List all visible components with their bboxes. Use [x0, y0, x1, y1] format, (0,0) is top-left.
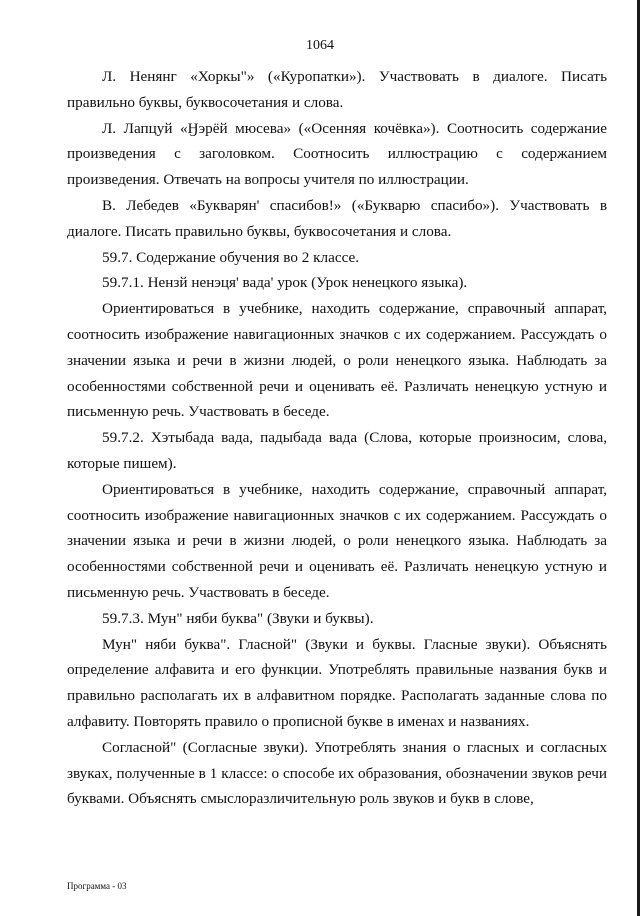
- document-body: [67, 64, 607, 812]
- subsection-heading: 59.7.3. Мун" няби буква" (Звуки и буквы).: [102, 609, 374, 627]
- paragraph: В. Лебедев «Букварян' спасибов!» («Букварю спасибо»). Участвовать в диалоге. Писать правильно буквы, буквосочетания и слова.: [67, 196, 607, 240]
- paragraph: Мун" няби буква". Гласной" (Звуки и буквы. Гласные звуки). Объяснять определение алфавита и его функции. Употреблять правильные названия букв и правильно располагать их в алфавитном порядке. Располагать заданные слова по алфавиту. Повторять правило о прописной букве в именах и названиях.: [67, 635, 607, 730]
- page-footer: Программа - 03: [67, 881, 127, 891]
- paragraph: Л. Лапцуй «Ӈэрёй мюсева» («Осенняя кочёвка»). Соотносить содержание произведения с заголовком. Соотносить иллюстрацию с содержанием произведения. Отвечать на вопросы учителя по иллюстрации.: [67, 119, 607, 189]
- page-number: 1064: [306, 38, 334, 53]
- paragraph: Л. Ненянг «Хоркы"» («Куропатки»). Участвовать в диалоге. Писать правильно буквы, буквосочетания и слова.: [67, 68, 607, 111]
- paragraph: Ориентироваться в учебнике, находить содержание, справочный аппарат, соотносить изображение навигационных значков с их содержанием. Рассуждать о значении языка и речи в жизни людей, о роли ненецкого языка. Наблюдать за особенностями собственной речи и оценивать её. Различать ненецкую устную и письменную речь. Участвовать в беседе.: [67, 480, 607, 601]
- section-heading: 59.7. Содержание обучения во 2 классе.: [102, 248, 360, 266]
- subsection-heading: 59.7.1. Нензй ненэця' вада' урок (Урок ненецкого языка).: [102, 274, 468, 292]
- subsection-heading: 59.7.2. Хэтыбада вада, падыбада вада (Слова, которые произносим, слова, которые пишем).: [67, 429, 607, 472]
- paragraph: Ориентироваться в учебнике, находить содержание, справочный аппарат, соотносить изображение навигационных значков с их содержанием. Рассуждать о значении языка и речи в жизни людей, о роли ненецкого языка. Наблюдать за особенностями собственной речи и оценивать её. Различать ненецкую устную и письменную речь. Участвовать в беседе.: [67, 300, 607, 421]
- paragraph: Согласной" (Согласные звуки). Употреблять знания о гласных и согласных звуках, полученные в 1 классе: о способе их образования, обозначении звуков речи буквами. Объяснять смыслоразличительную роль звуков и букв в слове,: [67, 738, 607, 808]
